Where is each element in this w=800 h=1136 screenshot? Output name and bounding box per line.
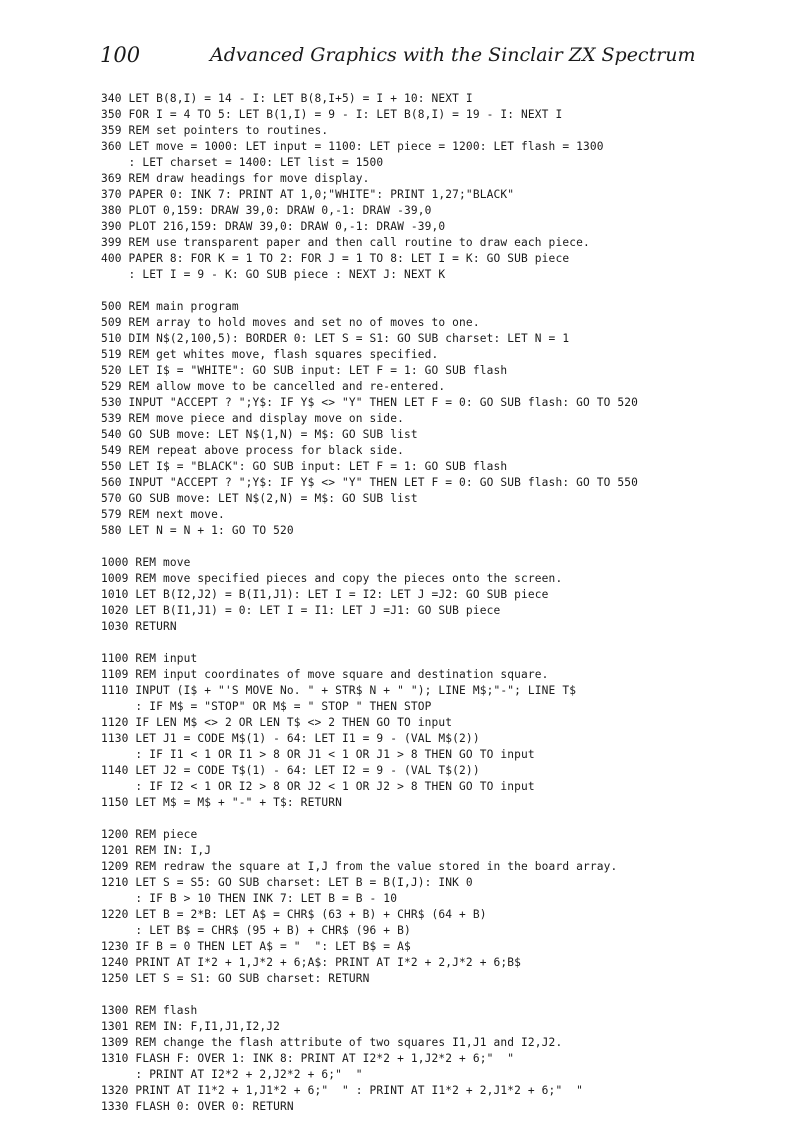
code-line: 530 INPUT "ACCEPT ? ";Y$: IF Y$ <> "Y" THEN LET F = 0: GO SUB flash: GO TO 520 <box>101 396 639 409</box>
code-line: 1100 REM input <box>101 652 198 665</box>
code-line: 350 FOR I = 4 TO 5: LET B(1,I) = 9 - I: LET B(8,I) = 19 - I: NEXT I <box>101 108 563 121</box>
code-line: : IF I2 < 1 OR I2 > 8 OR J2 < 1 OR J2 > 8 THEN GO TO input <box>101 780 535 793</box>
code-line: 1300 REM flash <box>101 1004 198 1017</box>
code-line: 1310 FLASH F: OVER 1: INK 8: PRINT AT I2*2 + 1,J2*2 + 6;" " <box>101 1052 515 1065</box>
code-block <box>101 299 791 539</box>
code-line: 1030 RETURN <box>101 620 177 633</box>
code-line: 1140 LET J2 = CODE T$(1) - 64: LET I2 = 9 - (VAL T$(2)) <box>101 764 480 777</box>
code-line: 510 DIM N$(2,100,5): BORDER 0: LET S = S1: GO SUB charset: LET N = 1 <box>101 332 570 345</box>
program-listing <box>101 91 791 1115</box>
code-line: : LET charset = 1400: LET list = 1500 <box>101 156 384 169</box>
code-line: 1201 REM IN: I,J <box>101 844 212 857</box>
code-line: 509 REM array to hold moves and set no of moves to one. <box>101 316 480 329</box>
code-line: 1110 INPUT (I$ + "'S MOVE No. " + STR$ N + " "); LINE M$;"-"; LINE T$ <box>101 684 577 697</box>
code-line: 400 PAPER 8: FOR K = 1 TO 2: FOR J = 1 TO 8: LET I = K: GO SUB piece <box>101 252 570 265</box>
code-line: 399 REM use transparent paper and then call routine to draw each piece. <box>101 236 590 249</box>
running-title: Advanced Graphics with the Sinclair ZX Spectrum <box>210 44 696 66</box>
code-line: 1020 LET B(I1,J1) = 0: LET I = I1: LET J =J1: GO SUB piece <box>101 604 501 617</box>
code-block <box>101 651 791 811</box>
code-line: 1009 REM move specified pieces and copy the pieces onto the screen. <box>101 572 563 585</box>
code-line: : IF M$ = "STOP" OR M$ = " STOP " THEN STOP <box>101 700 432 713</box>
code-line: 570 GO SUB move: LET N$(2,N) = M$: GO SUB list <box>101 492 418 505</box>
code-line: 519 REM get whites move, flash squares specified. <box>101 348 439 361</box>
code-line: 369 REM draw headings for move display. <box>101 172 370 185</box>
code-line: : IF I1 < 1 OR I1 > 8 OR J1 < 1 OR J1 > 8 THEN GO TO input <box>101 748 535 761</box>
code-block <box>101 1003 791 1115</box>
code-line: 549 REM repeat above process for black side. <box>101 444 404 457</box>
code-line: 1130 LET J1 = CODE M$(1) - 64: LET I1 = 9 - (VAL M$(2)) <box>101 732 480 745</box>
code-line: : LET I = 9 - K: GO SUB piece : NEXT J: NEXT K <box>101 268 446 281</box>
code-line: 500 REM main program <box>101 300 239 313</box>
code-line: 1320 PRINT AT I1*2 + 1,J1*2 + 6;" " : PRINT AT I1*2 + 2,J1*2 + 6;" " <box>101 1084 583 1097</box>
code-line: 580 LET N = N + 1: GO TO 520 <box>101 524 294 537</box>
code-line: 520 LET I$ = "WHITE": GO SUB input: LET F = 1: GO SUB flash <box>101 364 508 377</box>
code-line: 1200 REM piece <box>101 828 198 841</box>
code-line: 539 REM move piece and display move on side. <box>101 412 404 425</box>
code-block <box>101 91 791 283</box>
code-line: 380 PLOT 0,159: DRAW 39,0: DRAW 0,-1: DRAW -39,0 <box>101 204 432 217</box>
code-line: 1000 REM move <box>101 556 191 569</box>
code-line: 359 REM set pointers to routines. <box>101 124 329 137</box>
code-block <box>101 555 791 635</box>
code-line: 579 REM next move. <box>101 508 225 521</box>
code-line: 1120 IF LEN M$ <> 2 OR LEN T$ <> 2 THEN GO TO input <box>101 716 453 729</box>
code-line: 1301 REM IN: F,I1,J1,I2,J2 <box>101 1020 281 1033</box>
code-line: 1309 REM change the flash attribute of two squares I1,J1 and I2,J2. <box>101 1036 563 1049</box>
code-line: 540 GO SUB move: LET N$(1,N) = M$: GO SUB list <box>101 428 418 441</box>
code-line: 529 REM allow move to be cancelled and re-entered. <box>101 380 446 393</box>
code-line: 550 LET I$ = "BLACK": GO SUB input: LET F = 1: GO SUB flash <box>101 460 508 473</box>
code-line: : LET B$ = CHR$ (95 + B) + CHR$ (96 + B) <box>101 924 411 937</box>
code-line: 370 PAPER 0: INK 7: PRINT AT 1,0;"WHITE": PRINT 1,27;"BLACK" <box>101 188 515 201</box>
code-line: 340 LET B(8,I) = 14 - I: LET B(8,I+5) = I + 10: NEXT I <box>101 92 473 105</box>
code-line: 1209 REM redraw the square at I,J from the value stored in the board array. <box>101 860 618 873</box>
page-number: 100 <box>100 43 141 67</box>
code-line: 1250 LET S = S1: GO SUB charset: RETURN <box>101 972 370 985</box>
page-header <box>100 40 760 74</box>
code-line: 1330 FLASH 0: OVER 0: RETURN <box>101 1100 294 1113</box>
code-line: 1010 LET B(I2,J2) = B(I1,J1): LET I = I2: LET J =J2: GO SUB piece <box>101 588 549 601</box>
code-line: : IF B > 10 THEN INK 7: LET B = B - 10 <box>101 892 398 905</box>
code-line: 1210 LET S = S5: GO SUB charset: LET B = B(I,J): INK 0 <box>101 876 473 889</box>
code-line: 1240 PRINT AT I*2 + 1,J*2 + 6;A$: PRINT AT I*2 + 2,J*2 + 6;B$ <box>101 956 522 969</box>
code-line: 1150 LET M$ = M$ + "-" + T$: RETURN <box>101 796 342 809</box>
code-line: 360 LET move = 1000: LET input = 1100: LET piece = 1200: LET flash = 1300 <box>101 140 604 153</box>
code-line: : PRINT AT I2*2 + 2,J2*2 + 6;" " <box>101 1068 363 1081</box>
code-block <box>101 827 791 987</box>
code-line: 560 INPUT "ACCEPT ? ";Y$: IF Y$ <> "Y" THEN LET F = 0: GO SUB flash: GO TO 550 <box>101 476 639 489</box>
code-line: 1230 IF B = 0 THEN LET A$ = " ": LET B$ = A$ <box>101 940 411 953</box>
code-line: 1220 LET B = 2*B: LET A$ = CHR$ (63 + B) + CHR$ (64 + B) <box>101 908 487 921</box>
code-line: 390 PLOT 216,159: DRAW 39,0: DRAW 0,-1: DRAW -39,0 <box>101 220 446 233</box>
code-line: 1109 REM input coordinates of move square and destination square. <box>101 668 549 681</box>
